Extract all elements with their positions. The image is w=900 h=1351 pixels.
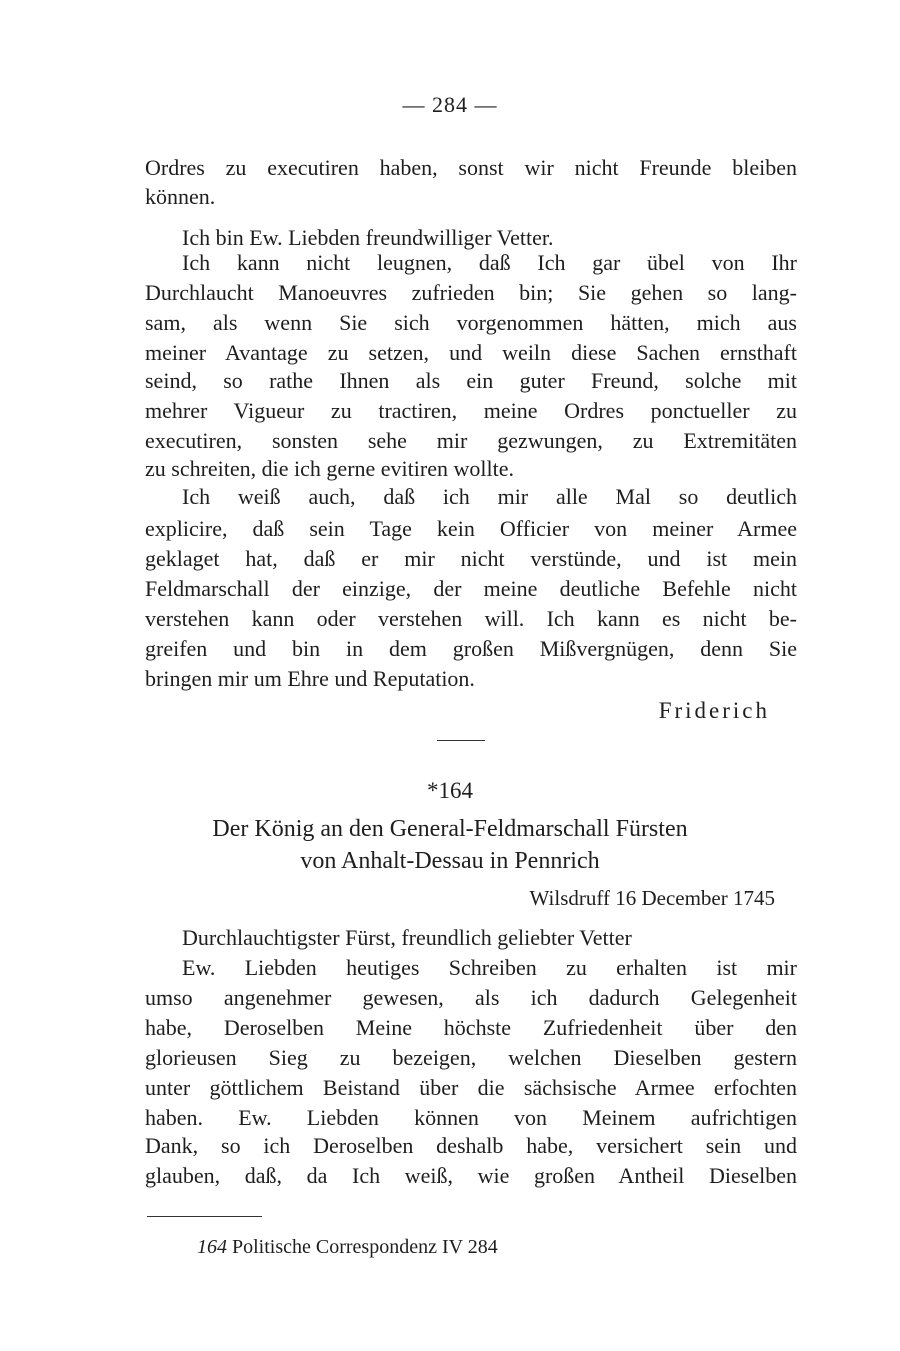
text-line: zu schreiten, die ich gerne evitiren wollte.	[145, 456, 514, 481]
text-line: explicire, daß sein Tage kein Officier von meiner Armee	[145, 516, 797, 541]
text-line: umso angenehmer gewesen, als ich dadurch Gelegenheit	[145, 985, 797, 1010]
text-line: meiner Avantage zu setzen, und weiln diese Sachen ernsthaft	[145, 340, 797, 365]
letter-date: Wilsdruff 16 December 1745	[529, 886, 775, 910]
footnote-number: 164	[197, 1236, 227, 1258]
footnote-text: Politische Correspondenz IV 284	[232, 1236, 498, 1258]
footnote	[197, 1236, 498, 1259]
letter-title-line-2: von Anhalt-Dessau in Pennrich	[300, 848, 600, 874]
text-line: Feldmarschall der einzige, der meine deutliche Befehle nicht	[145, 576, 797, 601]
text-line: Ich weiß auch, daß ich mir alle Mal so deutlich	[182, 484, 797, 509]
text-line: Ordres zu executiren haben, sonst wir nicht Freunde bleiben	[145, 155, 797, 180]
text-line: haben. Ew. Liebden können von Meinem aufrichtigen	[145, 1105, 797, 1130]
text-line: sam, als wenn Sie sich vorgenommen hätten, mich aus	[145, 310, 797, 335]
text-line: verstehen kann oder verstehen will. Ich kann es nicht be-	[145, 606, 797, 631]
text-line: können.	[145, 184, 216, 209]
text-line: habe, Deroselben Meine höchste Zufriedenheit über den	[145, 1015, 797, 1040]
letter-title-line-1: Der König an den General-Feldmarschall Fürsten	[212, 816, 688, 842]
signature: Friderich	[658, 698, 770, 723]
text-line: unter göttlichem Beistand über die sächsische Armee erfochten	[145, 1075, 797, 1100]
text-line: executiren, sonsten sehe mir gezwungen, zu Extremitäten	[145, 428, 797, 453]
page-number: — 284 —	[402, 92, 498, 117]
footnote-divider	[147, 1216, 262, 1217]
text-line: geklaget hat, daß er mir nicht verstünde, und ist mein	[145, 546, 797, 571]
section-divider	[437, 740, 485, 741]
text-line: mehrer Vigueur zu tractiren, meine Ordres ponctueller zu	[145, 398, 797, 423]
text-line: Dank, so ich Deroselben deshalb habe, versichert sein und	[145, 1133, 797, 1158]
text-line: bringen mir um Ehre und Reputation.	[145, 666, 475, 691]
document-number: *164	[427, 778, 473, 803]
text-line: Ew. Liebden heutiges Schreiben zu erhalten ist mir	[182, 955, 797, 980]
text-line: seind, so rathe Ihnen als ein guter Freund, solche mit	[145, 368, 797, 393]
text-line: greifen und bin in dem großen Mißvergnügen, denn Sie	[145, 636, 797, 661]
text-line: glauben, daß, da Ich weiß, wie großen Antheil Dieselben	[145, 1163, 797, 1188]
text-line: Durchlauchtigster Fürst, freundlich geliebter Vetter	[182, 925, 632, 950]
text-line: glorieusen Sieg zu bezeigen, welchen Dieselben gestern	[145, 1045, 797, 1070]
text-line: Ich kann nicht leugnen, daß Ich gar übel von Ihr	[182, 250, 797, 275]
text-line: Ich bin Ew. Liebden freundwilliger Vetter.	[182, 225, 554, 250]
text-line: Durchlaucht Manoeuvres zufrieden bin; Sie gehen so lang-	[145, 280, 797, 305]
